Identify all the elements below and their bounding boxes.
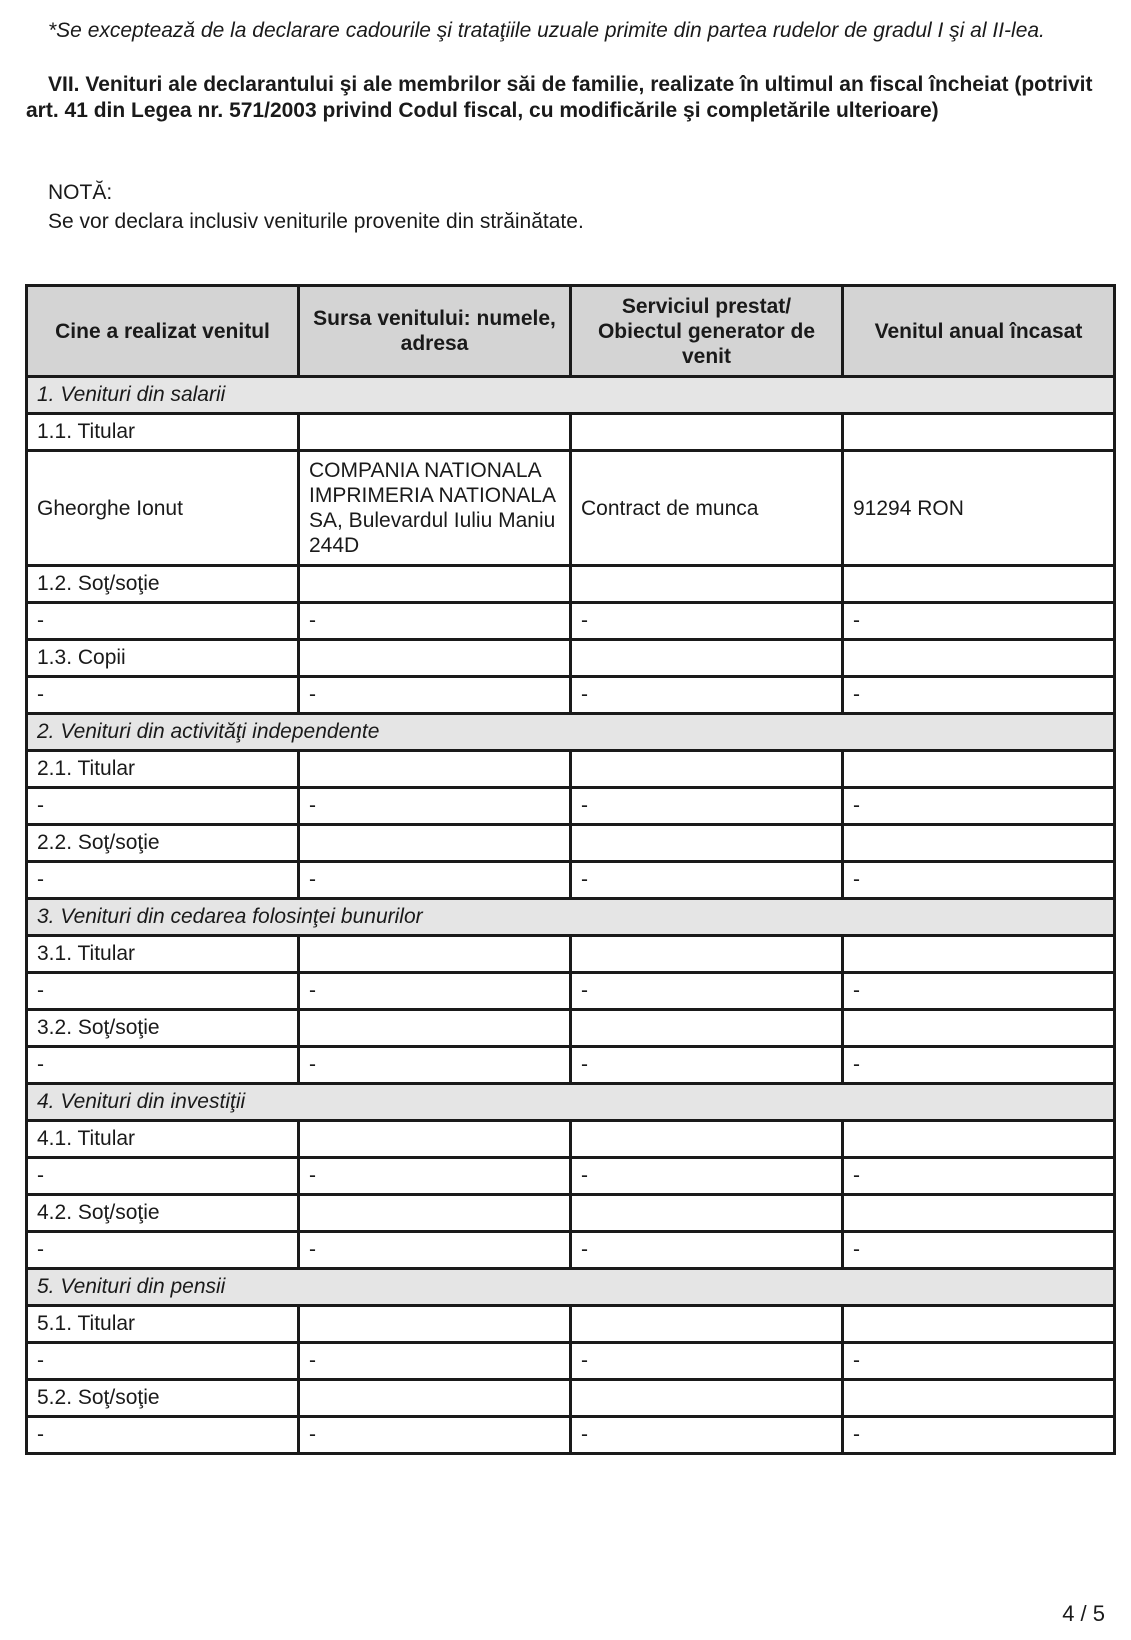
table-row (27, 451, 1115, 566)
earner-cell: 5.2. Soţ/soţie (27, 1380, 299, 1417)
earner-cell: - (27, 1232, 299, 1269)
table-row (27, 640, 1115, 677)
earner-cell: 4.1. Titular (27, 1121, 299, 1158)
page-number: 4 / 5 (1062, 1601, 1105, 1626)
table-row (27, 414, 1115, 451)
income-source-cell: - (299, 973, 571, 1010)
category-label: 5. Venituri din pensii (27, 1269, 1115, 1306)
annual-income-cell: - (843, 1158, 1115, 1195)
income-source-cell: - (299, 788, 571, 825)
table-row (27, 1010, 1115, 1047)
earner-cell: 1.2. Soţ/soţie (27, 566, 299, 603)
service-cell: - (571, 677, 843, 714)
earner-cell: 3.2. Soţ/soţie (27, 1010, 299, 1047)
earner-cell: - (27, 1047, 299, 1084)
table-row (27, 1232, 1115, 1269)
nota-text: Se vor declara inclusiv veniturile provenite din străinătate. (48, 210, 584, 233)
income-source-cell (299, 414, 571, 451)
earner-cell: 4.2. Soţ/soţie (27, 1195, 299, 1232)
annual-income-cell (843, 640, 1115, 677)
earner-cell: Gheorghe Ionut (27, 451, 299, 566)
income-source-cell: - (299, 603, 571, 640)
table-row (27, 1343, 1115, 1380)
service-cell: - (571, 603, 843, 640)
table-row (27, 936, 1115, 973)
section-title: VII. Venituri ale declarantului şi ale membrilor săi de familie, realizate în ultimul an fiscal încheiat (potrivit art. 41 din Legea nr. 571/2003 privind Codul fiscal, cu modificările şi completările ulterioare) (26, 73, 1093, 122)
annual-income-cell (843, 1010, 1115, 1047)
annual-income-cell (843, 1380, 1115, 1417)
table-row (27, 1417, 1115, 1454)
earner-cell: - (27, 788, 299, 825)
annual-income-cell (843, 751, 1115, 788)
table-row (27, 1158, 1115, 1195)
service-cell (571, 1121, 843, 1158)
service-cell (571, 1195, 843, 1232)
income-source-cell (299, 1010, 571, 1047)
category-row (27, 1084, 1115, 1121)
annual-income-cell: - (843, 1417, 1115, 1454)
earner-cell: - (27, 1417, 299, 1454)
table-row (27, 751, 1115, 788)
category-label: 1. Venituri din salarii (27, 377, 1115, 414)
income-source-cell: - (299, 1343, 571, 1380)
category-row (27, 714, 1115, 751)
earner-cell: 2.2. Soţ/soţie (27, 825, 299, 862)
nota-label: NOTĂ: (48, 181, 113, 204)
header-earner: Cine a realizat venitul (27, 286, 299, 377)
income-source-cell (299, 751, 571, 788)
earner-cell: - (27, 862, 299, 899)
table-row (27, 603, 1115, 640)
service-cell: - (571, 973, 843, 1010)
header-annual-income: Venitul anual încasat (843, 286, 1115, 377)
service-cell: Contract de munca (571, 451, 843, 566)
annual-income-cell (843, 414, 1115, 451)
income-source-cell: - (299, 1047, 571, 1084)
table-row (27, 1195, 1115, 1232)
table-row (27, 566, 1115, 603)
earner-cell: 2.1. Titular (27, 751, 299, 788)
table-row (27, 677, 1115, 714)
income-source-cell (299, 1306, 571, 1343)
service-cell: - (571, 1343, 843, 1380)
table-row (27, 973, 1115, 1010)
header-income-source: Sursa venitului: numele, adresa (299, 286, 571, 377)
service-cell (571, 936, 843, 973)
income-source-cell: - (299, 1158, 571, 1195)
earner-cell: - (27, 677, 299, 714)
earner-cell: - (27, 603, 299, 640)
annual-income-cell: - (843, 788, 1115, 825)
income-source-cell (299, 1195, 571, 1232)
category-row (27, 377, 1115, 414)
service-cell (571, 751, 843, 788)
category-row (27, 899, 1115, 936)
service-cell: - (571, 1417, 843, 1454)
income-source-cell: - (299, 1417, 571, 1454)
annual-income-cell: - (843, 677, 1115, 714)
annual-income-cell (843, 936, 1115, 973)
gifts-exception-note: *Se exceptează de la declarare cadourile şi trataţiile uzuale primite din partea rudelor de gradul I şi al II-lea. (48, 19, 1045, 42)
earner-cell: - (27, 1158, 299, 1195)
earner-cell: 3.1. Titular (27, 936, 299, 973)
category-label: 3. Venituri din cedarea folosinţei bunurilor (27, 899, 1115, 936)
annual-income-cell: - (843, 862, 1115, 899)
table-row (27, 1047, 1115, 1084)
annual-income-cell (843, 1306, 1115, 1343)
annual-income-cell: - (843, 1047, 1115, 1084)
earner-cell: 5.1. Titular (27, 1306, 299, 1343)
service-cell (571, 825, 843, 862)
earner-cell: 1.3. Copii (27, 640, 299, 677)
service-cell: - (571, 862, 843, 899)
earner-cell: 1.1. Titular (27, 414, 299, 451)
category-label: 4. Venituri din investiţii (27, 1084, 1115, 1121)
annual-income-cell: - (843, 1232, 1115, 1269)
income-source-cell (299, 1121, 571, 1158)
annual-income-cell: - (843, 973, 1115, 1010)
header-service-provided: Serviciul prestat/ Obiectul generator de venit (571, 286, 843, 377)
annual-income-cell (843, 566, 1115, 603)
income-table (25, 284, 1116, 1455)
income-source-cell (299, 825, 571, 862)
service-cell: - (571, 1047, 843, 1084)
service-cell (571, 640, 843, 677)
income-source-cell (299, 640, 571, 677)
service-cell: - (571, 788, 843, 825)
annual-income-cell: - (843, 603, 1115, 640)
income-source-cell (299, 566, 571, 603)
table-row (27, 788, 1115, 825)
service-cell (571, 1010, 843, 1047)
earner-cell: - (27, 1343, 299, 1380)
annual-income-cell (843, 1195, 1115, 1232)
service-cell (571, 1380, 843, 1417)
table-row (27, 1306, 1115, 1343)
annual-income-cell: - (843, 1343, 1115, 1380)
category-label: 2. Venituri din activităţi independente (27, 714, 1115, 751)
service-cell (571, 566, 843, 603)
income-source-cell: COMPANIA NATIONALA IMPRIMERIA NATIONALA SA, Bulevardul Iuliu Maniu 244D (299, 451, 571, 566)
income-source-cell (299, 936, 571, 973)
income-table-body (27, 377, 1115, 1454)
earner-cell: - (27, 973, 299, 1010)
table-header-row (27, 286, 1115, 377)
income-source-cell: - (299, 862, 571, 899)
income-source-cell: - (299, 677, 571, 714)
annual-income-cell: 91294 RON (843, 451, 1115, 566)
income-source-cell (299, 1380, 571, 1417)
table-row (27, 825, 1115, 862)
annual-income-cell (843, 1121, 1115, 1158)
table-row (27, 1380, 1115, 1417)
annual-income-cell (843, 825, 1115, 862)
service-cell (571, 1306, 843, 1343)
service-cell: - (571, 1232, 843, 1269)
table-row (27, 862, 1115, 899)
service-cell (571, 414, 843, 451)
category-row (27, 1269, 1115, 1306)
table-row (27, 1121, 1115, 1158)
income-source-cell: - (299, 1232, 571, 1269)
service-cell: - (571, 1158, 843, 1195)
